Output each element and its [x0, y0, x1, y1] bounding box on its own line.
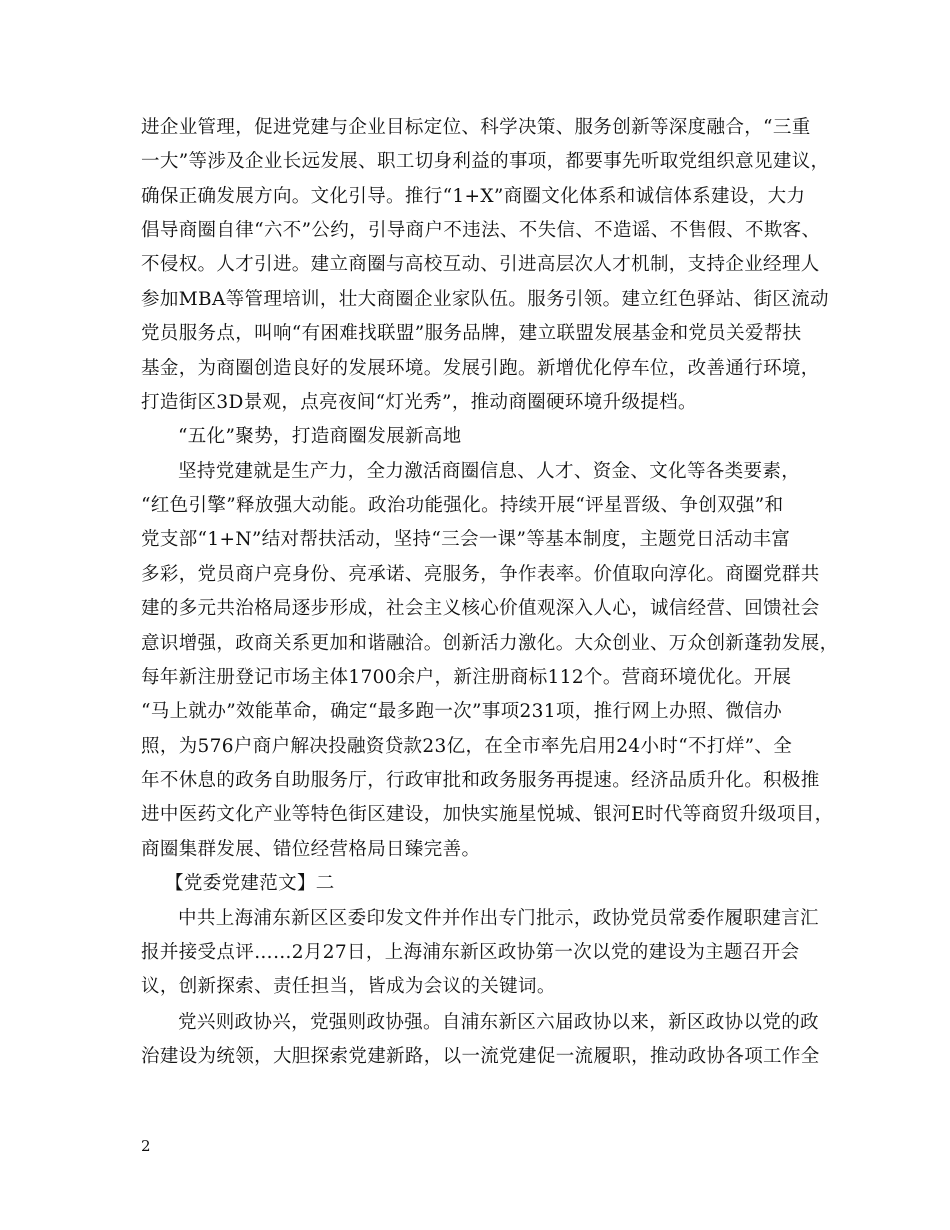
text-line: 党支部“1+N”结对帮扶活动，坚持“三会一课”等基本制度，主题党日活动丰富 — [141, 529, 791, 550]
text-line: “红色引擎”释放强大动能。政治功能强化。持续开展“评星晋级、争创双强”和 — [141, 495, 784, 516]
text-line: 报并接受点评……2月27日，上海浦东新区政协第一次以党的建设为主题召开会 — [141, 942, 800, 963]
section-heading: 【党委党建范文】二 — [165, 873, 335, 894]
text-line: 中共上海浦东新区区委印发文件并作出专门批示，政协党员常委作履职建言汇 — [178, 908, 819, 929]
text-line: 确保正确发展方向。文化引导。推行“1+X”商圈文化体系和诚信体系建设，大力 — [141, 186, 806, 207]
text-line: 进企业管理，促进党建与企业目标定位、科学决策、服务创新等深度融合，“三重 — [141, 117, 811, 138]
text-line: 不侵权。人才引进。建立商圈与高校互动、引进高层次人才机制，支持企业经理人 — [141, 254, 820, 275]
text-line: 治建设为统领，大胆探索党建新路，以一流党建促一流履职，推动政协各项工作全 — [141, 1046, 820, 1067]
text-line: 一大”等涉及企业长远发展、职工切身利益的事项，都要事先听取党组织意见建议， — [141, 151, 830, 172]
text-line: 商圈集群发展、错位经营格局日臻完善。 — [141, 839, 481, 860]
text-line: 建的多元共治格局逐步形成，社会主义核心价值观深入人心，诚信经营、回馈社会 — [141, 598, 820, 619]
text-line: 进中医药文化产业等特色街区建设，加快实施星悦城、银河E时代等商贸升级项目， — [141, 804, 834, 825]
text-line: 参加MBA等管理培训，壮大商圈企业家队伍。服务引领。建立红色驿站、街区流动 — [141, 289, 829, 310]
page-number: 2 — [141, 1137, 151, 1155]
text-line: 多彩，党员商户亮身份、亮承诺、亮服务，争作表率。价值取向淳化。商圈党群共 — [141, 564, 820, 585]
text-line: 每年新注册登记市场主体1700余户，新注册商标112个。营商环境优化。开展 — [141, 667, 792, 688]
text-line: 意识增强，政商关系更加和谐融洽。创新活力激化。大众创业、万众创新蓬勃发展， — [141, 633, 839, 654]
text-line: 党员服务点，叫响“有困难找联盟”服务品牌，建立联盟发展基金和党员关爱帮扶 — [141, 323, 802, 344]
text-line: 党兴则政协兴，党强则政协强。自浦东新区六届政协以来，新区政协以党的政 — [178, 1012, 819, 1033]
text-line: “马上就办”效能革命，确定“最多跑一次”事项231项，推行网上办照、微信办 — [141, 701, 783, 722]
text-line: 倡导商圈自律“六不”公约，引导商户不违法、不失信、不造谣、不售假、不欺客、 — [141, 220, 821, 241]
text-line: 打造街区3D景观，点亮夜间“灯光秀”，推动商圈硬环境升级提档。 — [141, 392, 697, 413]
section-heading: “五化”聚势，打造商圈发展新高地 — [178, 426, 462, 447]
text-line: 年不休息的政务自助服务厅，行政审批和政务服务再提速。经济品质升化。积极推 — [141, 770, 820, 791]
text-line: 照，为576户商户解决投融资贷款23亿，在全市率先启用24小时“不打烊”、全 — [141, 736, 793, 757]
text-line: 议，创新探索、责任担当，皆成为会议的关键词。 — [141, 976, 556, 997]
text-line: 坚持党建就是生产力，全力激活商圈信息、人才、资金、文化等各类要素， — [178, 461, 801, 482]
text-line: 基金，为商圈创造良好的发展环境。发展引跑。新增优化停车位，改善通行环境， — [141, 358, 820, 379]
